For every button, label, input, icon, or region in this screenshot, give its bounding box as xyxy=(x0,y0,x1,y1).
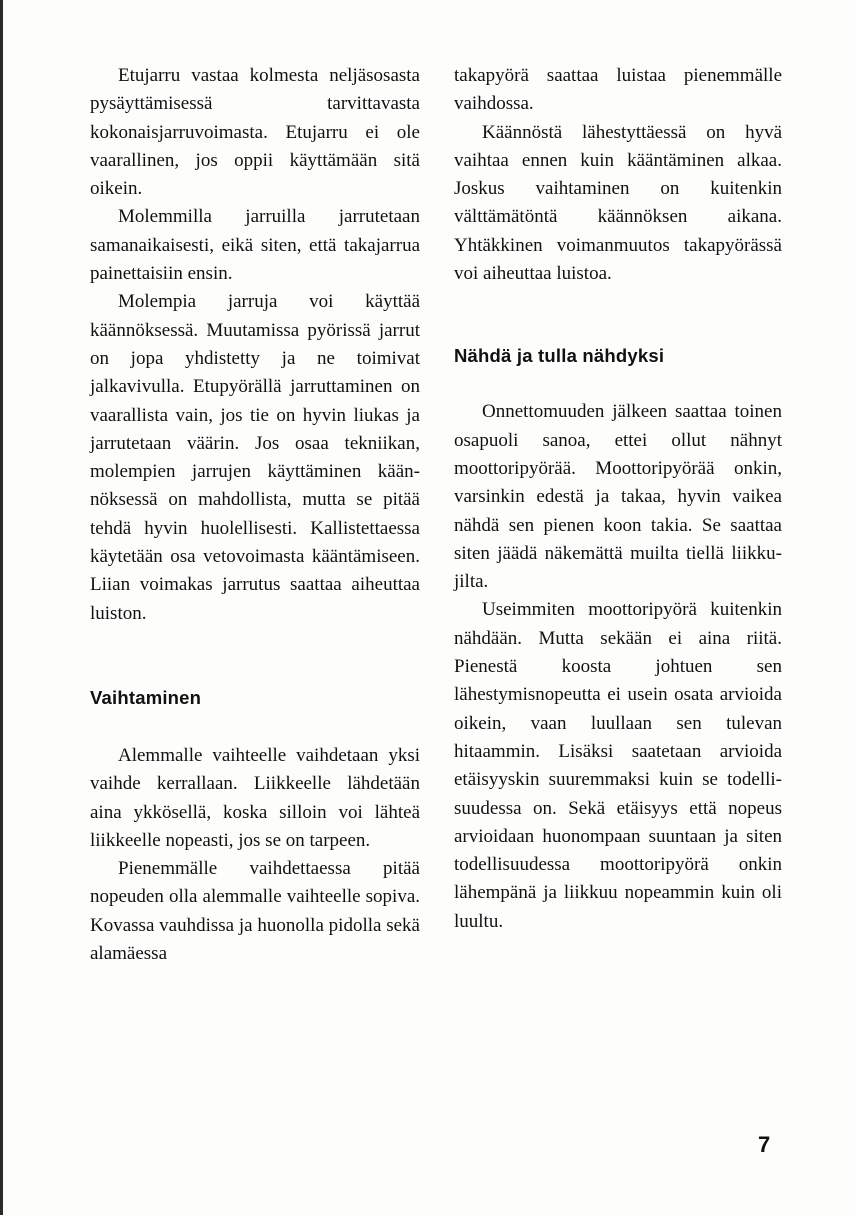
paragraph-not-seen: Onnettomuuden jälkeen saattaa toinen osapuoli sanoa, ettei ollut nähnyt moottoripyörää. Moottoripyörää onkin, varsinkin edestä ja takaa, hyvin vaikea nähdä sen pienen koon takia. Se saattaa siten jäädä näkemättä muilta tiellä liikkujilta. xyxy=(454,401,782,593)
paragraph-rear-wheel-skid: takapyörä saattaa luistaa pienemmälle vaihdossa. xyxy=(454,65,782,115)
right-column xyxy=(454,62,782,936)
paragraph-braking-in-turns: Molempia jarruja voi käyttää käännöksessä. Muutamissa pyörissä jarrut on jopa yhdistetty ja ne toimivat jalkavivulla. Etupyörällä jarruttaminen on vaarallista vain, jos tie on hyvin liukas ja jarrutetaan väärin. Jos osaa tekniikan, molempien jarrujen käyttäminen käännöksessä on mahdollista, mutta se pitää tehdä hyvin huolellisesti. Kallistettaessa käytetään osa vetovoimasta kääntämiseen. Liian voimakas jarrutus saattaa aiheuttaa luiston. xyxy=(90,291,420,624)
page-number: 7 xyxy=(758,1132,771,1157)
paragraph-downshift-speed: Pienemmälle vaihdettaessa pitää nopeuden olla alemmalle vaihteelle sopiva. Kovassa vauhdissa ja huonolla pidolla sekä alamäessa xyxy=(90,858,420,965)
section-heading-see-and-be-seen: Nähdä ja tulla nähdyksi xyxy=(454,345,665,367)
paragraph-front-brake: Etujarru vastaa kolmesta neljäsosasta pysäyttämisessä tarvittavasta kokonaisjarruvoimasta. Etujarru ei ole vaarallinen, jos oppii käyttämään sitä oikein. xyxy=(90,65,420,200)
paragraph-downshift-one-gear: Alemmalle vaihteelle vaihdetaan yksi vaihde kerrallaan. Liikkeelle lähdetään aina ykkösellä, koska silloin voi lähteä liikkeelle nopeasti, jos se on tarpeen. xyxy=(90,744,420,851)
section-heading-shifting: Vaihtaminen xyxy=(90,686,202,708)
paragraph-shift-before-turn: Käännöstä lähestyttäessä on hyvä vaihtaa ennen kuin kääntäminen alkaa. Joskus vaihtaminen on kuitenkin välttämätöntä käännöksen aikana. Yhtäkkinen voimanmuutos takapyörässä voi aiheuttaa luistoa. xyxy=(454,121,782,285)
page-binding-edge xyxy=(0,0,3,1215)
paragraph-speed-misjudged: Useimmiten moottoripyörä kuitenkin nähdään. Mutta sekään ei aina riitä. Pienestä koosta johtuen sen lähestymisnopeutta ei usein osata arvioida oikein, vaan luullaan sen tulevan hitaammin. Lisäksi saatetaan arvioida etäisyyskin suuremmaksi kuin se todellisuudessa on. Sekä etäisyys että nopeus arvioidaan huonompaan suuntaan ja siten todellisuudessa moottoripyörä onkin lähempänä ja liikkuu nopeammin kuin oli luultu. xyxy=(454,599,782,932)
left-column xyxy=(90,62,420,968)
paragraph-both-brakes: Molemmilla jarruilla jarrutetaan samanaikaisesti, eikä siten, että takajarrua painettaisiin ensin. xyxy=(90,206,420,285)
